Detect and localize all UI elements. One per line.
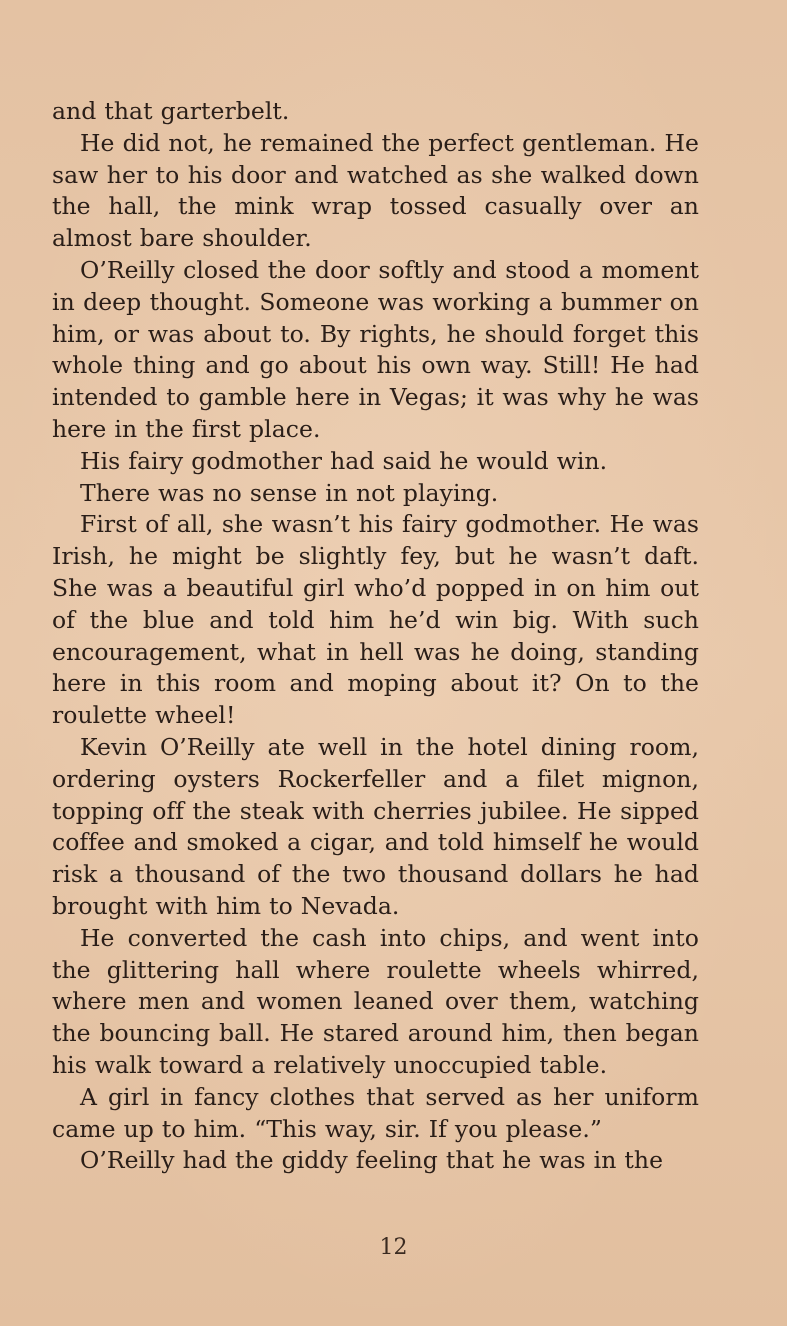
- paragraph-3: O’Reilly closed the door softly and stood a moment in deep thought. Someone was working a bummer on him, or was about to. By rights, he should forget this whole thing and go about his own way. Still! He had intended to gamble here in Vegas; it was why he was here in the first place.: [52, 255, 699, 443]
- paragraph-2: He did not, he remained the perfect gentleman. He saw her to his door and watched as she walked down the hall, the mink wrap tossed casually over an almost bare shoulder.: [52, 128, 699, 253]
- page-number: 12: [379, 1235, 408, 1260]
- paragraph-7: Kevin O’Reilly ate well in the hotel dining room, ordering oysters Rockerfeller and a filet mignon, topping off the steak with cherries jubilee. He sipped coffee and smoked a cigar, and told himself he would risk a thousand of the two thousand dollars he had brought with him to Nevada.: [52, 732, 699, 920]
- paragraph-10: O’Reilly had the giddy feeling that he was in the: [80, 1146, 664, 1175]
- paragraph-9: A girl in fancy clothes that served as her uniform came up to him. “This way, sir. If you please.”: [52, 1082, 699, 1143]
- paragraph-5: There was no sense in not playing.: [80, 478, 499, 507]
- paragraph-4: His fairy godmother had said he would win.: [80, 446, 608, 475]
- book-page-body: [52, 96, 699, 1177]
- paragraph-8: He converted the cash into chips, and went into the glittering hall where roulette wheels whirred, where men and women leaned over them, watching the bouncing ball. He stared around him, then began his walk toward a relatively unoccupied table.: [52, 923, 699, 1079]
- paragraph-1: and that garterbelt.: [52, 97, 290, 125]
- paragraph-6: First of all, she wasn’t his fairy godmother. He was Irish, he might be slightly fey, but he wasn’t daft. She was a beautiful girl who’d popped in on him out of the blue and told him he’d win big. With such encouragement, what in hell was he doing, standing here in this room and moping about it? On to the roulette wheel!: [52, 510, 699, 730]
